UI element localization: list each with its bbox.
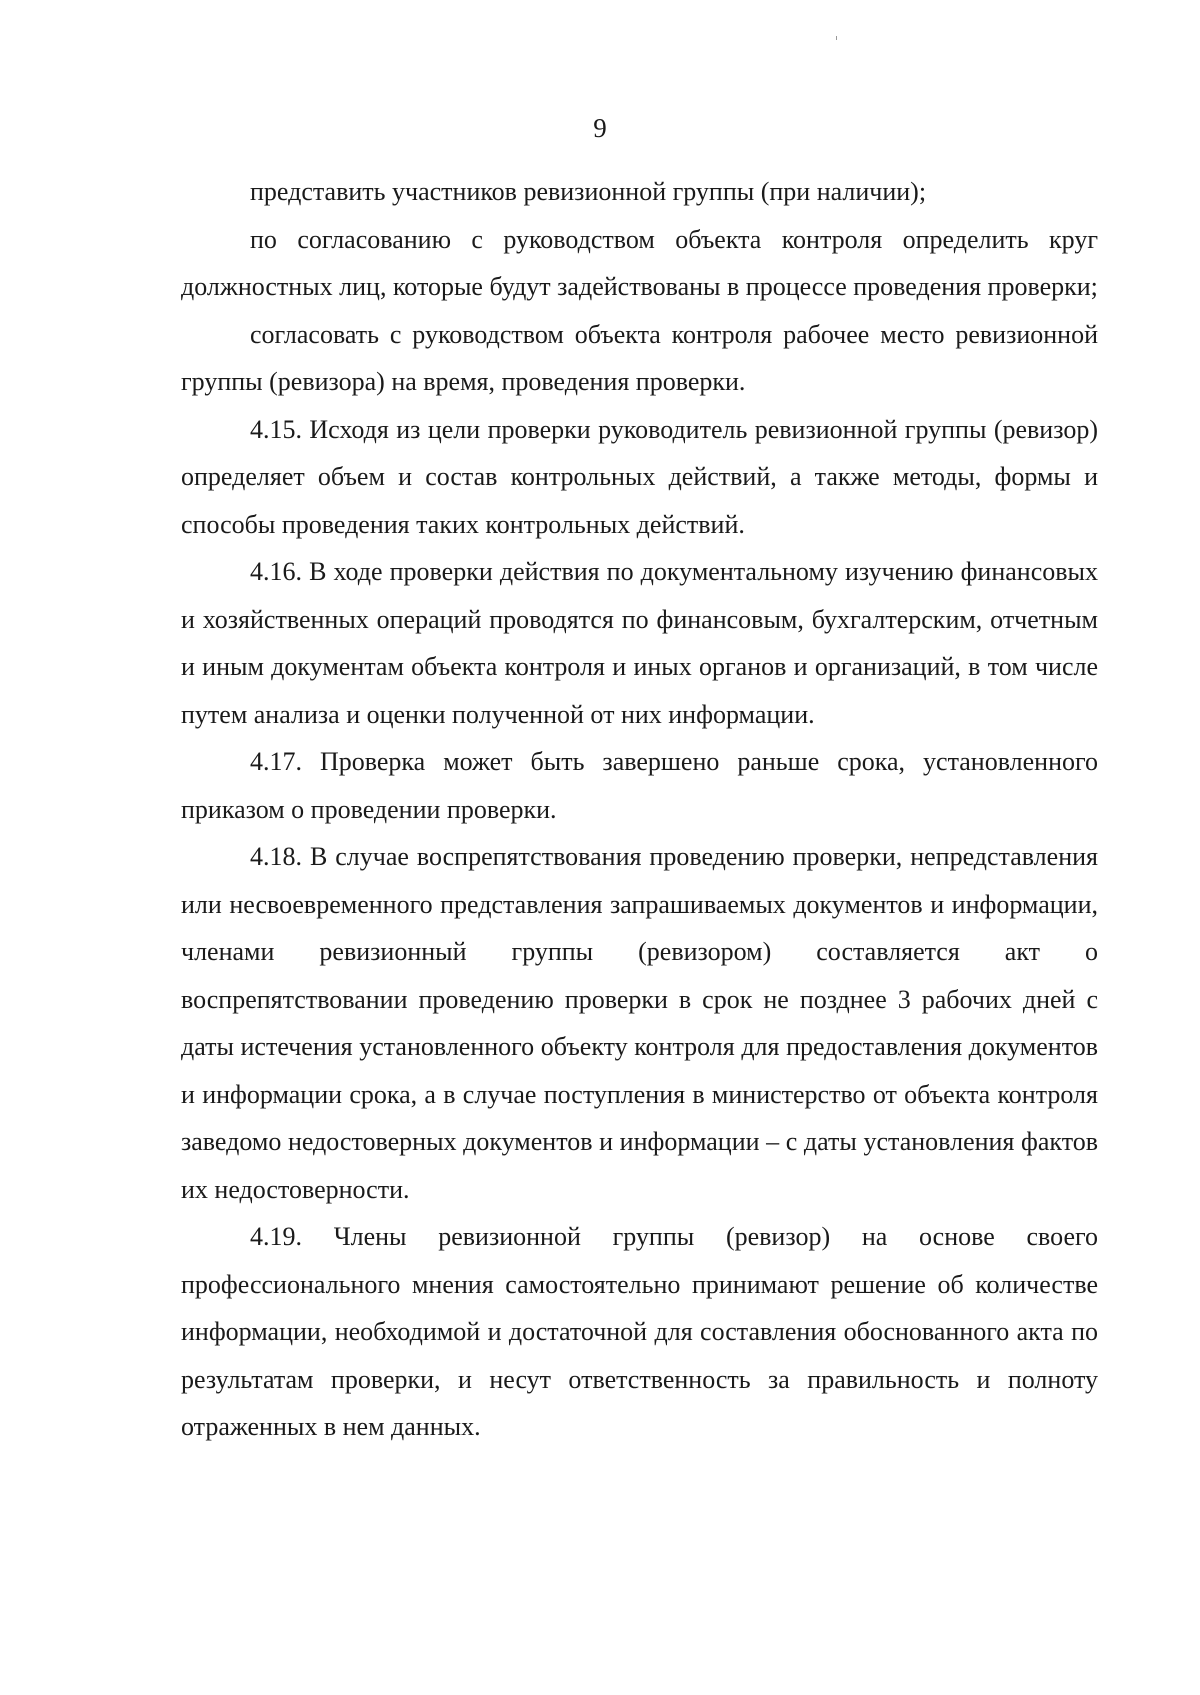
paragraph-present-participants: представить участников ревизионной группы (при наличии); [250, 177, 927, 206]
page-number: 9 [593, 113, 607, 143]
paragraph-agree-workplace: согласовать с руководством объекта контроля рабочее место ревизионной группы (ревизора) на время, проведения проверки. [181, 319, 1098, 396]
paragraph-4-16: 4.16. В ходе проверки действия по документальному изучению финансовых и хозяйственных операций проводятся по финансовым, бухгалтерским, отчетным и иным документам объекта контроля и иных органов и организаций, в том числе путем анализа и оценки полученной от них информации. [181, 557, 1098, 729]
document-body [181, 168, 1098, 1451]
paragraph-4-19: 4.19. Члены ревизионной группы (ревизор) на основе своего профессионального мнения самостоятельно принимают решение об количестве информации, необходимой и достаточной для составления обоснованного акта по результатам проверки, и несут ответственность за правильность и полноту отраженных в нем данных. [181, 1222, 1098, 1441]
paragraph-4-15: 4.15. Исходя из цели проверки руководитель ревизионной группы (ревизор) определяет объем и состав контрольных действий, а также методы, формы и способы проведения таких контрольных действий. [181, 414, 1098, 539]
paragraph-define-officials: по согласованию с руководством объекта контроля определить круг должностных лиц, которые будут задействованы в процессе проведения проверки; [181, 224, 1098, 301]
paragraph-4-18: 4.18. В случае воспрепятствования проведению проверки, непредставления или несвоевременного представления запрашиваемых документов и информации, членами ревизионный группы (ревизором) составляется акт о воспрепятствовании проведению проверки в срок не позднее 3 рабочих дней с даты истечения установленного объекту контроля для предоставления документов и информации срока, а в случае поступления в министерство от объекта контроля заведомо недостоверных документов и информации – с даты установления фактов их недостоверности. [181, 842, 1098, 1204]
scan-artifact-mark [836, 36, 837, 40]
paragraph-4-17: 4.17. Проверка может быть завершено раньше срока, установленного приказом о проведении проверки. [181, 747, 1098, 824]
